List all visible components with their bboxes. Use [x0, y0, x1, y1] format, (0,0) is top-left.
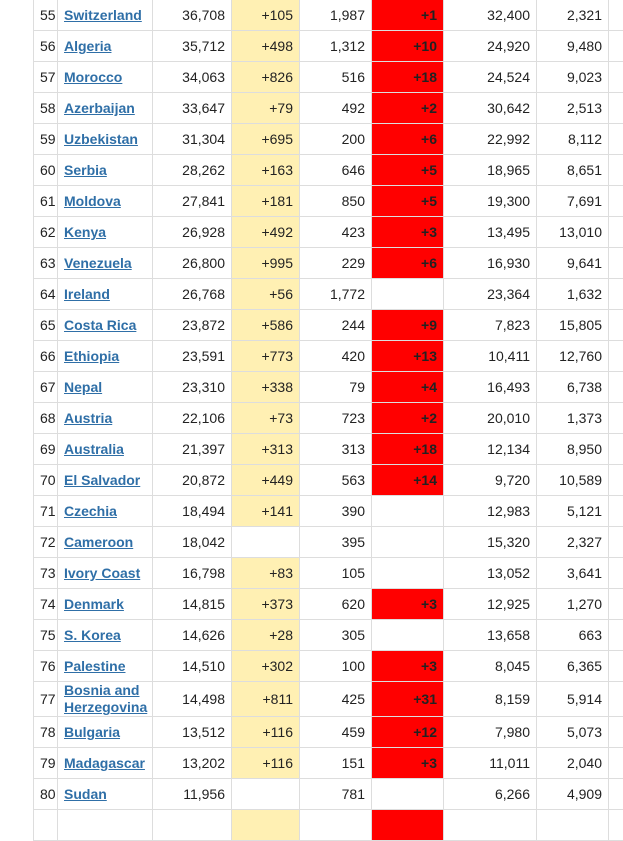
total-deaths-cell: 646 — [300, 155, 372, 186]
recovered-cell: 13,658 — [444, 620, 537, 651]
new-cases-cell — [232, 810, 300, 841]
new-deaths-cell: +10 — [372, 31, 444, 62]
rank-cell: 60 — [34, 155, 58, 186]
active-cell: 1,270 — [537, 589, 609, 620]
extra-cell — [609, 372, 623, 403]
country-cell — [58, 434, 153, 465]
table-row — [34, 31, 623, 62]
table-row — [34, 651, 623, 682]
country-link[interactable]: Algeria — [64, 38, 111, 54]
country-link[interactable]: Ireland — [64, 286, 110, 302]
extra-cell — [609, 434, 623, 465]
total-deaths-cell: 79 — [300, 372, 372, 403]
country-cell — [58, 403, 153, 434]
table-row — [34, 155, 623, 186]
country-cell — [58, 465, 153, 496]
new-deaths-cell — [372, 620, 444, 651]
recovered-cell: 16,493 — [444, 372, 537, 403]
recovered-cell: 15,320 — [444, 527, 537, 558]
new-deaths-cell — [372, 496, 444, 527]
new-deaths-cell: +18 — [372, 62, 444, 93]
total-deaths-cell: 425 — [300, 682, 372, 717]
new-cases-cell: +28 — [232, 620, 300, 651]
country-link[interactable]: Denmark — [64, 596, 124, 612]
rank-cell — [34, 810, 58, 841]
new-deaths-cell — [372, 527, 444, 558]
country-link[interactable]: Ethiopia — [64, 348, 119, 364]
total-cases-cell: 35,712 — [153, 31, 232, 62]
recovered-cell: 32,400 — [444, 0, 537, 31]
new-cases-cell: +73 — [232, 403, 300, 434]
extra-cell — [609, 465, 623, 496]
table-row — [34, 186, 623, 217]
active-cell: 8,950 — [537, 434, 609, 465]
new-deaths-cell: +18 — [372, 434, 444, 465]
active-cell — [537, 810, 609, 841]
table-row — [34, 372, 623, 403]
total-deaths-cell: 200 — [300, 124, 372, 155]
active-cell: 9,480 — [537, 31, 609, 62]
rank-cell: 74 — [34, 589, 58, 620]
new-cases-cell: +373 — [232, 589, 300, 620]
active-cell: 8,112 — [537, 124, 609, 155]
new-cases-cell: +338 — [232, 372, 300, 403]
new-cases-cell: +695 — [232, 124, 300, 155]
total-cases-cell: 13,512 — [153, 717, 232, 748]
table-row — [34, 527, 623, 558]
country-cell — [58, 93, 153, 124]
country-link[interactable]: Palestine — [64, 658, 125, 674]
new-deaths-cell: +13 — [372, 341, 444, 372]
recovered-cell: 20,010 — [444, 403, 537, 434]
total-deaths-cell: 1,312 — [300, 31, 372, 62]
rank-cell: 79 — [34, 748, 58, 779]
new-cases-cell: +995 — [232, 248, 300, 279]
table-row — [34, 62, 623, 93]
active-cell: 5,073 — [537, 717, 609, 748]
active-cell: 9,023 — [537, 62, 609, 93]
country-cell — [58, 372, 153, 403]
total-deaths-cell: 1,987 — [300, 0, 372, 31]
extra-cell — [609, 527, 623, 558]
total-cases-cell: 23,872 — [153, 310, 232, 341]
extra-cell — [609, 810, 623, 841]
table-row — [34, 620, 623, 651]
country-link[interactable]: Ivory Coast — [64, 565, 140, 581]
rank-cell: 70 — [34, 465, 58, 496]
active-cell: 1,373 — [537, 403, 609, 434]
new-deaths-cell: +3 — [372, 748, 444, 779]
new-cases-cell: +83 — [232, 558, 300, 589]
recovered-cell: 22,992 — [444, 124, 537, 155]
rank-cell: 57 — [34, 62, 58, 93]
table-row — [34, 93, 623, 124]
total-deaths-cell: 459 — [300, 717, 372, 748]
rank-cell: 80 — [34, 779, 58, 810]
table-row — [34, 279, 623, 310]
new-deaths-cell — [372, 558, 444, 589]
total-cases-cell: 27,841 — [153, 186, 232, 217]
country-cell — [58, 31, 153, 62]
rank-cell: 65 — [34, 310, 58, 341]
table-row — [34, 217, 623, 248]
new-deaths-cell — [372, 810, 444, 841]
recovered-cell: 7,980 — [444, 717, 537, 748]
rank-cell: 78 — [34, 717, 58, 748]
country-cell — [58, 748, 153, 779]
rank-cell: 68 — [34, 403, 58, 434]
country-cell — [58, 62, 153, 93]
rank-cell: 66 — [34, 341, 58, 372]
total-deaths-cell: 723 — [300, 403, 372, 434]
country-link[interactable]: Nepal — [64, 379, 102, 395]
total-cases-cell: 21,397 — [153, 434, 232, 465]
country-cell — [58, 651, 153, 682]
recovered-cell: 12,134 — [444, 434, 537, 465]
extra-cell — [609, 31, 623, 62]
recovered-cell: 10,411 — [444, 341, 537, 372]
new-deaths-cell: +6 — [372, 248, 444, 279]
new-deaths-cell: +5 — [372, 155, 444, 186]
country-cell — [58, 779, 153, 810]
rank-cell: 77 — [34, 682, 58, 717]
country-cell — [58, 620, 153, 651]
recovered-cell: 30,642 — [444, 93, 537, 124]
total-deaths-cell: 151 — [300, 748, 372, 779]
table-row — [34, 124, 623, 155]
country-link[interactable]: Moldova — [64, 193, 121, 209]
total-cases-cell — [153, 810, 232, 841]
rank-cell: 58 — [34, 93, 58, 124]
country-cell — [58, 527, 153, 558]
total-deaths-cell: 563 — [300, 465, 372, 496]
country-link[interactable]: Bosnia and Herzegovina — [64, 682, 147, 715]
recovered-cell: 6,266 — [444, 779, 537, 810]
new-cases-cell: +811 — [232, 682, 300, 717]
table-row — [34, 465, 623, 496]
country-stats-table — [33, 0, 623, 841]
new-deaths-cell: +3 — [372, 651, 444, 682]
new-cases-cell: +498 — [232, 31, 300, 62]
active-cell: 12,760 — [537, 341, 609, 372]
total-cases-cell: 23,310 — [153, 372, 232, 403]
total-cases-cell: 26,928 — [153, 217, 232, 248]
active-cell: 7,691 — [537, 186, 609, 217]
table-row — [34, 496, 623, 527]
new-cases-cell: +302 — [232, 651, 300, 682]
new-cases-cell — [232, 527, 300, 558]
extra-cell — [609, 748, 623, 779]
rank-cell: 62 — [34, 217, 58, 248]
total-deaths-cell: 492 — [300, 93, 372, 124]
table-row — [34, 434, 623, 465]
table-row — [34, 248, 623, 279]
total-cases-cell: 18,494 — [153, 496, 232, 527]
country-link[interactable]: Azerbaijan — [64, 100, 135, 116]
recovered-cell: 19,300 — [444, 186, 537, 217]
new-cases-cell: +116 — [232, 717, 300, 748]
country-link[interactable]: Madagascar — [64, 755, 145, 771]
country-link[interactable]: El Salvador — [64, 472, 140, 488]
total-cases-cell: 22,106 — [153, 403, 232, 434]
total-cases-cell: 33,647 — [153, 93, 232, 124]
total-deaths-cell: 395 — [300, 527, 372, 558]
rank-cell: 67 — [34, 372, 58, 403]
recovered-cell: 8,159 — [444, 682, 537, 717]
new-cases-cell: +826 — [232, 62, 300, 93]
rank-cell: 71 — [34, 496, 58, 527]
rank-cell: 73 — [34, 558, 58, 589]
country-link[interactable]: S. Korea — [64, 627, 121, 643]
extra-cell — [609, 620, 623, 651]
active-cell: 5,914 — [537, 682, 609, 717]
extra-cell — [609, 496, 623, 527]
active-cell: 8,651 — [537, 155, 609, 186]
table-row — [34, 748, 623, 779]
active-cell: 663 — [537, 620, 609, 651]
recovered-cell — [444, 810, 537, 841]
extra-cell — [609, 651, 623, 682]
new-cases-cell: +141 — [232, 496, 300, 527]
rank-cell: 59 — [34, 124, 58, 155]
extra-cell — [609, 0, 623, 31]
country-cell — [58, 217, 153, 248]
table-row — [34, 403, 623, 434]
country-cell — [58, 310, 153, 341]
total-deaths-cell: 850 — [300, 186, 372, 217]
new-cases-cell: +313 — [232, 434, 300, 465]
country-cell — [58, 248, 153, 279]
total-cases-cell: 14,498 — [153, 682, 232, 717]
total-deaths-cell: 313 — [300, 434, 372, 465]
active-cell: 2,040 — [537, 748, 609, 779]
country-cell — [58, 558, 153, 589]
country-cell — [58, 810, 153, 841]
new-deaths-cell: +4 — [372, 372, 444, 403]
rank-cell: 61 — [34, 186, 58, 217]
total-deaths-cell: 229 — [300, 248, 372, 279]
total-cases-cell: 28,262 — [153, 155, 232, 186]
country-link[interactable]: Czechia — [64, 503, 117, 519]
new-deaths-cell: +2 — [372, 403, 444, 434]
rank-cell: 75 — [34, 620, 58, 651]
table-row-partial — [34, 810, 623, 841]
active-cell: 13,010 — [537, 217, 609, 248]
table-row — [34, 0, 623, 31]
total-deaths-cell: 516 — [300, 62, 372, 93]
total-deaths-cell: 620 — [300, 589, 372, 620]
total-cases-cell: 23,591 — [153, 341, 232, 372]
country-cell — [58, 186, 153, 217]
new-deaths-cell: +31 — [372, 682, 444, 717]
new-deaths-cell: +5 — [372, 186, 444, 217]
rank-cell: 69 — [34, 434, 58, 465]
recovered-cell: 24,524 — [444, 62, 537, 93]
extra-cell — [609, 279, 623, 310]
new-deaths-cell: +12 — [372, 717, 444, 748]
country-cell — [58, 589, 153, 620]
active-cell: 2,327 — [537, 527, 609, 558]
new-cases-cell: +586 — [232, 310, 300, 341]
recovered-cell: 23,364 — [444, 279, 537, 310]
new-deaths-cell: +6 — [372, 124, 444, 155]
rank-cell: 72 — [34, 527, 58, 558]
total-cases-cell: 26,800 — [153, 248, 232, 279]
total-deaths-cell: 305 — [300, 620, 372, 651]
active-cell: 15,805 — [537, 310, 609, 341]
extra-cell — [609, 717, 623, 748]
total-cases-cell: 13,202 — [153, 748, 232, 779]
total-deaths-cell: 244 — [300, 310, 372, 341]
active-cell: 6,365 — [537, 651, 609, 682]
total-cases-cell: 16,798 — [153, 558, 232, 589]
country-link[interactable]: Austria — [64, 410, 112, 426]
total-deaths-cell: 781 — [300, 779, 372, 810]
new-deaths-cell: +2 — [372, 93, 444, 124]
new-cases-cell: +163 — [232, 155, 300, 186]
extra-cell — [609, 310, 623, 341]
total-cases-cell: 18,042 — [153, 527, 232, 558]
extra-cell — [609, 779, 623, 810]
country-link[interactable]: Serbia — [64, 162, 107, 178]
total-cases-cell: 26,768 — [153, 279, 232, 310]
extra-cell — [609, 589, 623, 620]
extra-cell — [609, 62, 623, 93]
country-cell — [58, 279, 153, 310]
total-cases-cell: 11,956 — [153, 779, 232, 810]
recovered-cell: 12,925 — [444, 589, 537, 620]
new-deaths-cell: +14 — [372, 465, 444, 496]
rank-cell: 55 — [34, 0, 58, 31]
country-cell — [58, 155, 153, 186]
active-cell: 2,321 — [537, 0, 609, 31]
new-cases-cell — [232, 779, 300, 810]
recovered-cell: 9,720 — [444, 465, 537, 496]
new-cases-cell: +79 — [232, 93, 300, 124]
country-link[interactable]: Uzbekistan — [64, 131, 138, 147]
table-body — [34, 0, 623, 841]
active-cell: 2,513 — [537, 93, 609, 124]
extra-cell — [609, 248, 623, 279]
table-row — [34, 717, 623, 748]
table-row — [34, 779, 623, 810]
active-cell: 5,121 — [537, 496, 609, 527]
table-row — [34, 558, 623, 589]
active-cell: 4,909 — [537, 779, 609, 810]
active-cell: 1,632 — [537, 279, 609, 310]
extra-cell — [609, 124, 623, 155]
recovered-cell: 18,965 — [444, 155, 537, 186]
active-cell: 3,641 — [537, 558, 609, 589]
country-link[interactable]: Bulgaria — [64, 724, 120, 740]
total-cases-cell: 14,815 — [153, 589, 232, 620]
recovered-cell: 7,823 — [444, 310, 537, 341]
total-cases-cell: 14,626 — [153, 620, 232, 651]
country-link[interactable]: Morocco — [64, 69, 122, 85]
extra-cell — [609, 93, 623, 124]
country-cell — [58, 496, 153, 527]
country-link[interactable]: Switzerland — [64, 7, 142, 23]
total-deaths-cell: 1,772 — [300, 279, 372, 310]
recovered-cell: 12,983 — [444, 496, 537, 527]
total-cases-cell: 20,872 — [153, 465, 232, 496]
new-deaths-cell: +9 — [372, 310, 444, 341]
rank-cell: 63 — [34, 248, 58, 279]
country-link[interactable]: Sudan — [64, 786, 107, 802]
new-deaths-cell — [372, 779, 444, 810]
new-cases-cell: +492 — [232, 217, 300, 248]
extra-cell — [609, 186, 623, 217]
total-cases-cell: 31,304 — [153, 124, 232, 155]
recovered-cell: 16,930 — [444, 248, 537, 279]
country-cell — [58, 0, 153, 31]
total-deaths-cell — [300, 810, 372, 841]
country-link[interactable]: Cameroon — [64, 534, 133, 550]
rank-cell: 56 — [34, 31, 58, 62]
recovered-cell: 13,052 — [444, 558, 537, 589]
active-cell: 10,589 — [537, 465, 609, 496]
total-deaths-cell: 105 — [300, 558, 372, 589]
new-cases-cell: +181 — [232, 186, 300, 217]
new-deaths-cell: +3 — [372, 217, 444, 248]
recovered-cell: 8,045 — [444, 651, 537, 682]
country-cell — [58, 124, 153, 155]
extra-cell — [609, 341, 623, 372]
new-deaths-cell: +1 — [372, 0, 444, 31]
total-deaths-cell: 100 — [300, 651, 372, 682]
recovered-cell: 24,920 — [444, 31, 537, 62]
new-deaths-cell: +3 — [372, 589, 444, 620]
table-row — [34, 341, 623, 372]
active-cell: 6,738 — [537, 372, 609, 403]
extra-cell — [609, 403, 623, 434]
rank-cell: 64 — [34, 279, 58, 310]
new-cases-cell: +105 — [232, 0, 300, 31]
total-deaths-cell: 390 — [300, 496, 372, 527]
table-row — [34, 589, 623, 620]
active-cell: 9,641 — [537, 248, 609, 279]
extra-cell — [609, 682, 623, 717]
country-cell — [58, 341, 153, 372]
extra-cell — [609, 155, 623, 186]
country-link[interactable]: Venezuela — [64, 255, 132, 271]
country-cell — [58, 682, 153, 717]
country-cell — [58, 717, 153, 748]
new-cases-cell: +773 — [232, 341, 300, 372]
country-link[interactable]: Australia — [64, 441, 124, 457]
table-row — [34, 310, 623, 341]
extra-cell — [609, 217, 623, 248]
recovered-cell: 13,495 — [444, 217, 537, 248]
country-link[interactable]: Costa Rica — [64, 317, 136, 333]
total-cases-cell: 34,063 — [153, 62, 232, 93]
new-cases-cell: +56 — [232, 279, 300, 310]
new-cases-cell: +116 — [232, 748, 300, 779]
total-cases-cell: 14,510 — [153, 651, 232, 682]
new-cases-cell: +449 — [232, 465, 300, 496]
total-cases-cell: 36,708 — [153, 0, 232, 31]
table-row — [34, 682, 623, 717]
extra-cell — [609, 558, 623, 589]
rank-cell: 76 — [34, 651, 58, 682]
new-deaths-cell — [372, 279, 444, 310]
recovered-cell: 11,011 — [444, 748, 537, 779]
total-deaths-cell: 420 — [300, 341, 372, 372]
total-deaths-cell: 423 — [300, 217, 372, 248]
country-link[interactable]: Kenya — [64, 224, 106, 240]
